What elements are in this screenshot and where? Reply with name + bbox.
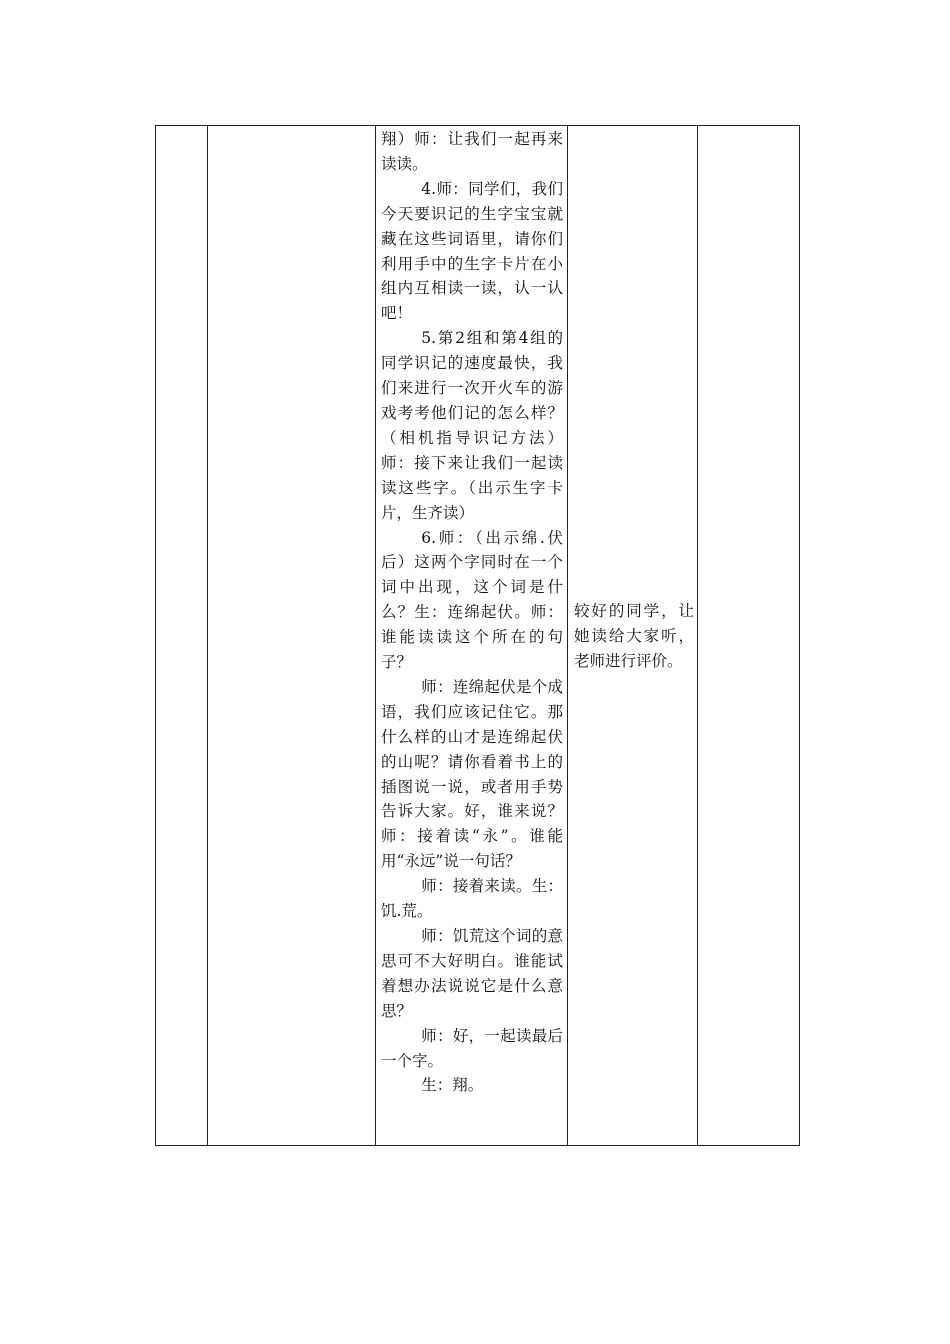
paragraph: 4.师：同学们，我们今天要识记的生字宝宝就藏在这些词语里，请你们利用手中的生字卡片在小组内互相读一读，认一认吧！	[381, 179, 563, 323]
evaluation-text: 较好的同学，让她读给大家听，老师进行评价。	[574, 602, 694, 670]
teaching-process-text	[376, 126, 567, 1098]
paragraph: 师：接着来读。生：饥.荒。	[381, 877, 563, 921]
empty-cell	[698, 126, 800, 1146]
teaching-process-cell	[376, 126, 568, 1146]
paragraph: 师：饥荒这个词的意思可不大好明白。谁能试着想办法说说它是什么意思？	[381, 927, 563, 1020]
lesson-plan-table	[155, 125, 800, 1146]
paragraph: 5.第2组和第4组的同学识记的速度最快，我们来进行一次开火车的游戏考考他们记的怎么样？（相机指导识记方法）师：接下来让我们一起读读这些字。（出示生字卡片，生齐读）	[381, 329, 563, 522]
empty-cell	[156, 126, 208, 1146]
paragraph: 生：翔。	[421, 1076, 484, 1095]
table-row	[156, 126, 800, 1146]
paragraph: 师：好，一起读最后一个字。	[381, 1026, 563, 1070]
empty-cell	[208, 126, 376, 1146]
paragraph: 师：连绵起伏是个成语，我们应该记住它。那什么样的山才是连绵起伏的山呢？请你看着书上的插图说一说，或者用手势告诉大家。好，谁来说？师：接着读“永”。谁能用“永远”说一句话？	[381, 677, 563, 871]
evaluation-cell	[568, 126, 698, 1146]
paragraph: 翔）师：让我们一起再来读读。	[381, 130, 563, 173]
paragraph: 6.师：（出示绵.伏后）这两个字同时在一个词中出现，这个词是什么？生：连绵起伏。师：谁能读读这个所在的句子？	[381, 528, 563, 672]
